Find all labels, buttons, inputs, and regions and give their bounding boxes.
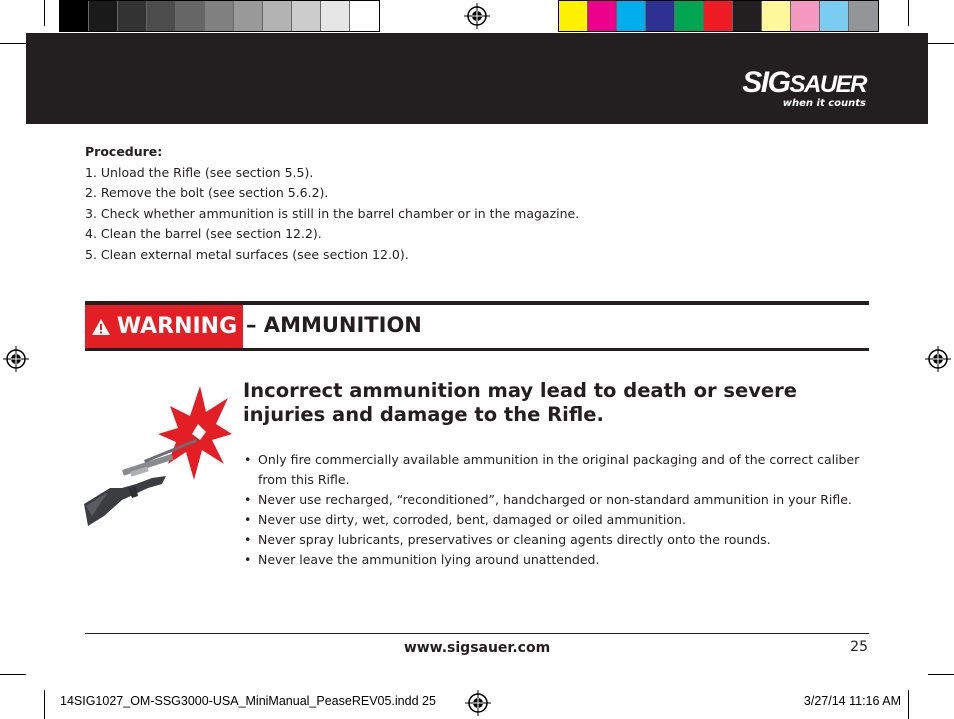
color-swatch: [292, 1, 321, 31]
sig-sauer-logo: [742, 68, 866, 109]
procedure-title: Procedure:: [85, 144, 163, 159]
warning-triangle-icon: [91, 318, 111, 336]
slug-filename: 14SIG1027_OM-SSG3000-USA_MiniManual_PeaseREV05.indd 25: [60, 694, 436, 708]
registration-mark-icon: [465, 690, 491, 716]
crop-mark: [928, 43, 954, 44]
color-swatch: [762, 1, 791, 31]
crop-mark: [44, 0, 45, 26]
process-color-bar: [558, 0, 879, 32]
crop-mark: [908, 0, 909, 26]
warning-bullet: • Only fire commercially available ammunition in the original packaging and of the correct caliber from this Rifle.: [244, 450, 874, 490]
warning-label: WARNING: [116, 314, 238, 339]
warning-title: – AMMUNITION: [246, 313, 422, 337]
color-swatch: [704, 1, 733, 31]
color-swatch: [350, 1, 379, 31]
color-swatch: [791, 1, 820, 31]
color-swatch: [118, 1, 147, 31]
rifle-explosion-illustration: [82, 384, 232, 532]
procedure-section: [85, 142, 579, 265]
warning-bullet-list: [244, 450, 874, 570]
procedure-step: 1. Unload the Rifle (see section 5.5).: [85, 164, 314, 180]
logo-sauer: SAUER: [789, 71, 866, 98]
color-swatch: [646, 1, 675, 31]
color-swatch: [147, 1, 176, 31]
page-number: 25: [850, 639, 868, 655]
slug-date: 3/27/14 11:16 AM: [803, 694, 901, 708]
color-swatch: [234, 1, 263, 31]
footer-rule: [85, 633, 869, 634]
warning-bullet: • Never use recharged, “reconditioned”, handcharged or non-standard ammunition in your Rifle.: [244, 490, 874, 510]
footer-url[interactable]: www.sigsauer.com: [403, 640, 551, 656]
warning-headline: Incorrect ammunition may lead to death or severe injuries and damage to the Rifle.: [243, 379, 797, 426]
warning-bullet: • Never use dirty, wet, corroded, bent, damaged or oiled ammunition.: [244, 510, 874, 530]
color-swatch: [205, 1, 234, 31]
color-swatch: [559, 1, 588, 31]
crop-mark: [44, 690, 45, 719]
color-swatch: [263, 1, 292, 31]
color-swatch: [89, 1, 118, 31]
color-swatch: [849, 1, 878, 31]
crop-mark: [0, 674, 26, 675]
registration-mark-icon: [3, 346, 29, 372]
color-swatch: [675, 1, 704, 31]
procedure-step: 4. Clean the barrel (see section 12.2).: [85, 226, 322, 241]
crop-mark: [928, 674, 954, 675]
procedure-step: 2. Remove the bolt (see section 5.6.2).: [85, 185, 329, 200]
registration-mark-icon: [925, 346, 951, 372]
warning-rule-bottom: [85, 348, 869, 351]
warning-badge: [85, 305, 243, 348]
registration-mark-icon: [464, 3, 490, 29]
color-swatch: [321, 1, 350, 31]
color-swatch: [588, 1, 617, 31]
warning-bullet: • Never leave the ammunition lying around unattended.: [244, 550, 874, 570]
crop-mark: [0, 43, 26, 44]
page-header: [26, 33, 928, 124]
procedure-step: 5. Clean external metal surfaces (see section 12.0).: [85, 246, 409, 262]
color-swatch: [617, 1, 646, 31]
gray-color-bar: [59, 0, 380, 32]
warning-bullet: • Never spray lubricants, preservatives or cleaning agents directly onto the rounds.: [244, 530, 874, 550]
color-swatch: [60, 1, 89, 31]
color-swatch: [820, 1, 849, 31]
logo-sig: SIG: [742, 66, 790, 99]
procedure-step: 3. Check whether ammunition is still in the barrel chamber or in the magazine.: [85, 205, 580, 221]
color-swatch: [176, 1, 205, 31]
crop-mark: [908, 690, 909, 719]
color-swatch: [733, 1, 762, 31]
logo-tagline: when it counts: [782, 98, 866, 109]
